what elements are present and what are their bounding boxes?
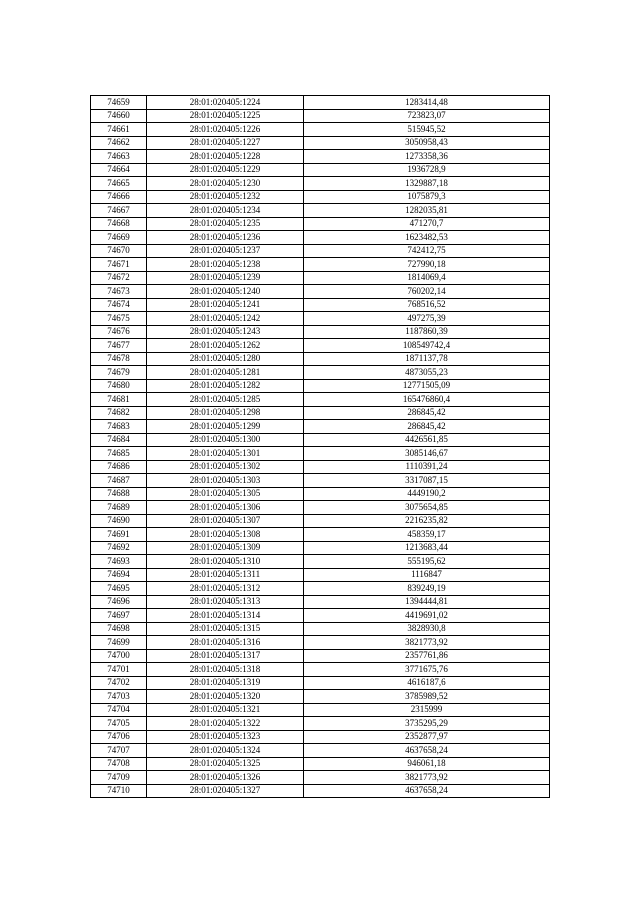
cadastral-value-cell: 1187860,39 — [304, 325, 550, 339]
table-row — [91, 703, 550, 717]
cadastral-number-cell: 28:01:020405:1309 — [147, 541, 304, 555]
cadastral-value-cell: 497275,39 — [304, 312, 550, 326]
row-number-cell: 74670 — [91, 244, 147, 258]
table-row — [91, 582, 550, 596]
row-number-cell: 74704 — [91, 703, 147, 717]
table-row — [91, 258, 550, 272]
row-number-cell: 74707 — [91, 744, 147, 758]
table-row — [91, 568, 550, 582]
cadastral-value-cell: 1273358,36 — [304, 150, 550, 164]
row-number-cell: 74701 — [91, 663, 147, 677]
cadastral-number-cell: 28:01:020405:1242 — [147, 312, 304, 326]
row-number-cell: 74687 — [91, 474, 147, 488]
row-number-cell: 74692 — [91, 541, 147, 555]
row-number-cell: 74679 — [91, 366, 147, 380]
row-number-cell: 74689 — [91, 501, 147, 515]
row-number-cell: 74675 — [91, 312, 147, 326]
cadastral-value-cell: 3821773,92 — [304, 636, 550, 650]
table-row — [91, 109, 550, 123]
row-number-cell: 74708 — [91, 757, 147, 771]
row-number-cell: 74705 — [91, 717, 147, 731]
table-row — [91, 555, 550, 569]
table-row — [91, 244, 550, 258]
table-row — [91, 541, 550, 555]
cadastral-number-cell: 28:01:020405:1327 — [147, 784, 304, 798]
row-number-cell: 74681 — [91, 393, 147, 407]
cadastral-number-cell: 28:01:020405:1232 — [147, 190, 304, 204]
cadastral-value-cell: 1116847 — [304, 568, 550, 582]
table-row — [91, 528, 550, 542]
row-number-cell: 74669 — [91, 231, 147, 245]
cadastral-number-cell: 28:01:020405:1299 — [147, 420, 304, 434]
row-number-cell: 74674 — [91, 298, 147, 312]
table-row — [91, 393, 550, 407]
table-row — [91, 217, 550, 231]
cadastral-number-cell: 28:01:020405:1237 — [147, 244, 304, 258]
table-row — [91, 271, 550, 285]
table-row — [91, 285, 550, 299]
cadastral-number-cell: 28:01:020405:1301 — [147, 447, 304, 461]
cadastral-number-cell: 28:01:020405:1305 — [147, 487, 304, 501]
cadastral-number-cell: 28:01:020405:1318 — [147, 663, 304, 677]
row-number-cell: 74709 — [91, 771, 147, 785]
cadastral-value-cell: 3821773,92 — [304, 771, 550, 785]
cadastral-value-cell: 3085146,67 — [304, 447, 550, 461]
row-number-cell: 74690 — [91, 514, 147, 528]
cadastral-number-cell: 28:01:020405:1300 — [147, 433, 304, 447]
cadastral-value-cell: 2352877,97 — [304, 730, 550, 744]
row-number-cell: 74671 — [91, 258, 147, 272]
row-number-cell: 74680 — [91, 379, 147, 393]
row-number-cell: 74695 — [91, 582, 147, 596]
row-number-cell: 74688 — [91, 487, 147, 501]
table-row — [91, 663, 550, 677]
cadastral-value-cell: 760202,14 — [304, 285, 550, 299]
cadastral-number-cell: 28:01:020405:1322 — [147, 717, 304, 731]
table-row — [91, 460, 550, 474]
cadastral-number-cell: 28:01:020405:1324 — [147, 744, 304, 758]
cadastral-number-cell: 28:01:020405:1308 — [147, 528, 304, 542]
table-row — [91, 730, 550, 744]
cadastral-value-cell: 1075879,3 — [304, 190, 550, 204]
table-row — [91, 312, 550, 326]
row-number-cell: 74706 — [91, 730, 147, 744]
cadastral-value-cell: 3050958,43 — [304, 136, 550, 150]
cadastral-value-cell: 4419691,02 — [304, 609, 550, 623]
table-row — [91, 744, 550, 758]
row-number-cell: 74696 — [91, 595, 147, 609]
cadastral-value-cell: 1814069,4 — [304, 271, 550, 285]
cadastral-number-cell: 28:01:020405:1307 — [147, 514, 304, 528]
cadastral-number-cell: 28:01:020405:1323 — [147, 730, 304, 744]
table-row — [91, 784, 550, 798]
cadastral-number-cell: 28:01:020405:1236 — [147, 231, 304, 245]
cadastral-number-cell: 28:01:020405:1302 — [147, 460, 304, 474]
cadastral-value-cell: 4637658,24 — [304, 744, 550, 758]
table-row — [91, 136, 550, 150]
table-row — [91, 190, 550, 204]
cadastral-number-cell: 28:01:020405:1239 — [147, 271, 304, 285]
row-number-cell: 74694 — [91, 568, 147, 582]
cadastral-value-cell: 946061,18 — [304, 757, 550, 771]
row-number-cell: 74682 — [91, 406, 147, 420]
cadastral-number-cell: 28:01:020405:1226 — [147, 123, 304, 137]
cadastral-value-cell: 742412,75 — [304, 244, 550, 258]
cadastral-value-cell: 1283414,48 — [304, 96, 550, 110]
cadastral-number-cell: 28:01:020405:1235 — [147, 217, 304, 231]
table-row — [91, 163, 550, 177]
cadastral-value-cell: 839249,19 — [304, 582, 550, 596]
cadastral-value-cell: 723823,07 — [304, 109, 550, 123]
cadastral-number-cell: 28:01:020405:1285 — [147, 393, 304, 407]
table-row — [91, 636, 550, 650]
cadastral-number-cell: 28:01:020405:1225 — [147, 109, 304, 123]
row-number-cell: 74660 — [91, 109, 147, 123]
cadastral-number-cell: 28:01:020405:1230 — [147, 177, 304, 191]
cadastral-value-cell: 4426561,85 — [304, 433, 550, 447]
cadastral-number-cell: 28:01:020405:1243 — [147, 325, 304, 339]
table-row — [91, 204, 550, 218]
cadastral-number-cell: 28:01:020405:1229 — [147, 163, 304, 177]
row-number-cell: 74691 — [91, 528, 147, 542]
table-row — [91, 690, 550, 704]
row-number-cell: 74666 — [91, 190, 147, 204]
row-number-cell: 74699 — [91, 636, 147, 650]
table-row — [91, 447, 550, 461]
cadastral-number-cell: 28:01:020405:1321 — [147, 703, 304, 717]
cadastral-value-cell: 1282035,81 — [304, 204, 550, 218]
cadastral-number-cell: 28:01:020405:1316 — [147, 636, 304, 650]
cadastral-value-cell: 768516,52 — [304, 298, 550, 312]
row-number-cell: 74662 — [91, 136, 147, 150]
table-row — [91, 352, 550, 366]
cadastral-value-cell: 3075654,85 — [304, 501, 550, 515]
cadastral-value-cell: 3317087,15 — [304, 474, 550, 488]
cadastral-number-cell: 28:01:020405:1227 — [147, 136, 304, 150]
cadastral-number-cell: 28:01:020405:1224 — [147, 96, 304, 110]
cadastral-value-cell: 4637658,24 — [304, 784, 550, 798]
cadastral-value-cell: 2216235,82 — [304, 514, 550, 528]
table-row — [91, 649, 550, 663]
table-row — [91, 514, 550, 528]
cadastral-number-cell: 28:01:020405:1314 — [147, 609, 304, 623]
cadastral-number-cell: 28:01:020405:1298 — [147, 406, 304, 420]
row-number-cell: 74697 — [91, 609, 147, 623]
table-row — [91, 717, 550, 731]
table-row — [91, 595, 550, 609]
cadastral-value-cell: 727990,18 — [304, 258, 550, 272]
table-row — [91, 298, 550, 312]
table-row — [91, 420, 550, 434]
cadastral-value-table — [90, 95, 550, 798]
cadastral-number-cell: 28:01:020405:1317 — [147, 649, 304, 663]
cadastral-value-cell: 3828930,8 — [304, 622, 550, 636]
cadastral-number-cell: 28:01:020405:1311 — [147, 568, 304, 582]
table-body — [91, 96, 550, 798]
cadastral-number-cell: 28:01:020405:1310 — [147, 555, 304, 569]
table-row — [91, 609, 550, 623]
cadastral-value-cell: 2357761,86 — [304, 649, 550, 663]
cadastral-value-cell: 3735295,29 — [304, 717, 550, 731]
row-number-cell: 74665 — [91, 177, 147, 191]
cadastral-value-cell: 1213683,44 — [304, 541, 550, 555]
cadastral-number-cell: 28:01:020405:1315 — [147, 622, 304, 636]
cadastral-value-cell: 1394444,81 — [304, 595, 550, 609]
row-number-cell: 74700 — [91, 649, 147, 663]
row-number-cell: 74693 — [91, 555, 147, 569]
table-row — [91, 366, 550, 380]
row-number-cell: 74659 — [91, 96, 147, 110]
cadastral-number-cell: 28:01:020405:1319 — [147, 676, 304, 690]
cadastral-number-cell: 28:01:020405:1280 — [147, 352, 304, 366]
row-number-cell: 74698 — [91, 622, 147, 636]
row-number-cell: 74683 — [91, 420, 147, 434]
cadastral-value-cell: 3785989,52 — [304, 690, 550, 704]
row-number-cell: 74685 — [91, 447, 147, 461]
row-number-cell: 74661 — [91, 123, 147, 137]
cadastral-number-cell: 28:01:020405:1325 — [147, 757, 304, 771]
row-number-cell: 74668 — [91, 217, 147, 231]
row-number-cell: 74672 — [91, 271, 147, 285]
cadastral-value-cell: 286845,42 — [304, 420, 550, 434]
row-number-cell: 74663 — [91, 150, 147, 164]
row-number-cell: 74664 — [91, 163, 147, 177]
cadastral-number-cell: 28:01:020405:1312 — [147, 582, 304, 596]
cadastral-value-cell: 4873055,23 — [304, 366, 550, 380]
row-number-cell: 74676 — [91, 325, 147, 339]
row-number-cell: 74703 — [91, 690, 147, 704]
table-row — [91, 757, 550, 771]
cadastral-value-cell: 555195,62 — [304, 555, 550, 569]
cadastral-value-cell: 4449190,2 — [304, 487, 550, 501]
cadastral-value-cell: 1623482,53 — [304, 231, 550, 245]
table-row — [91, 501, 550, 515]
cadastral-number-cell: 28:01:020405:1238 — [147, 258, 304, 272]
cadastral-number-cell: 28:01:020405:1262 — [147, 339, 304, 353]
table-row — [91, 487, 550, 501]
cadastral-number-cell: 28:01:020405:1303 — [147, 474, 304, 488]
cadastral-value-cell: 515945,52 — [304, 123, 550, 137]
table-row — [91, 676, 550, 690]
table-row — [91, 96, 550, 110]
cadastral-number-cell: 28:01:020405:1320 — [147, 690, 304, 704]
cadastral-value-cell: 286845,42 — [304, 406, 550, 420]
table-row — [91, 123, 550, 137]
table-row — [91, 379, 550, 393]
row-number-cell: 74678 — [91, 352, 147, 366]
cadastral-value-cell: 471270,7 — [304, 217, 550, 231]
table-row — [91, 474, 550, 488]
table-row — [91, 406, 550, 420]
table-row — [91, 339, 550, 353]
row-number-cell: 74677 — [91, 339, 147, 353]
cadastral-number-cell: 28:01:020405:1282 — [147, 379, 304, 393]
cadastral-value-cell: 12771505,09 — [304, 379, 550, 393]
row-number-cell: 74684 — [91, 433, 147, 447]
cadastral-number-cell: 28:01:020405:1241 — [147, 298, 304, 312]
cadastral-value-cell: 4616187,6 — [304, 676, 550, 690]
row-number-cell: 74673 — [91, 285, 147, 299]
cadastral-value-cell: 108549742,4 — [304, 339, 550, 353]
cadastral-number-cell: 28:01:020405:1228 — [147, 150, 304, 164]
table-row — [91, 433, 550, 447]
table-row — [91, 622, 550, 636]
cadastral-value-cell: 1329887,18 — [304, 177, 550, 191]
cadastral-value-cell: 2315999 — [304, 703, 550, 717]
table-row — [91, 177, 550, 191]
cadastral-number-cell: 28:01:020405:1281 — [147, 366, 304, 380]
table-row — [91, 150, 550, 164]
cadastral-value-cell: 458359,17 — [304, 528, 550, 542]
cadastral-number-cell: 28:01:020405:1306 — [147, 501, 304, 515]
cadastral-value-cell: 1871137,78 — [304, 352, 550, 366]
table-row — [91, 771, 550, 785]
cadastral-value-cell: 3771675,76 — [304, 663, 550, 677]
cadastral-number-cell: 28:01:020405:1326 — [147, 771, 304, 785]
cadastral-value-cell: 165476860,4 — [304, 393, 550, 407]
table-row — [91, 325, 550, 339]
cadastral-number-cell: 28:01:020405:1234 — [147, 204, 304, 218]
row-number-cell: 74686 — [91, 460, 147, 474]
row-number-cell: 74667 — [91, 204, 147, 218]
cadastral-number-cell: 28:01:020405:1240 — [147, 285, 304, 299]
cadastral-value-cell: 1936728,9 — [304, 163, 550, 177]
row-number-cell: 74702 — [91, 676, 147, 690]
cadastral-value-cell: 1110391,24 — [304, 460, 550, 474]
table-row — [91, 231, 550, 245]
cadastral-number-cell: 28:01:020405:1313 — [147, 595, 304, 609]
row-number-cell: 74710 — [91, 784, 147, 798]
